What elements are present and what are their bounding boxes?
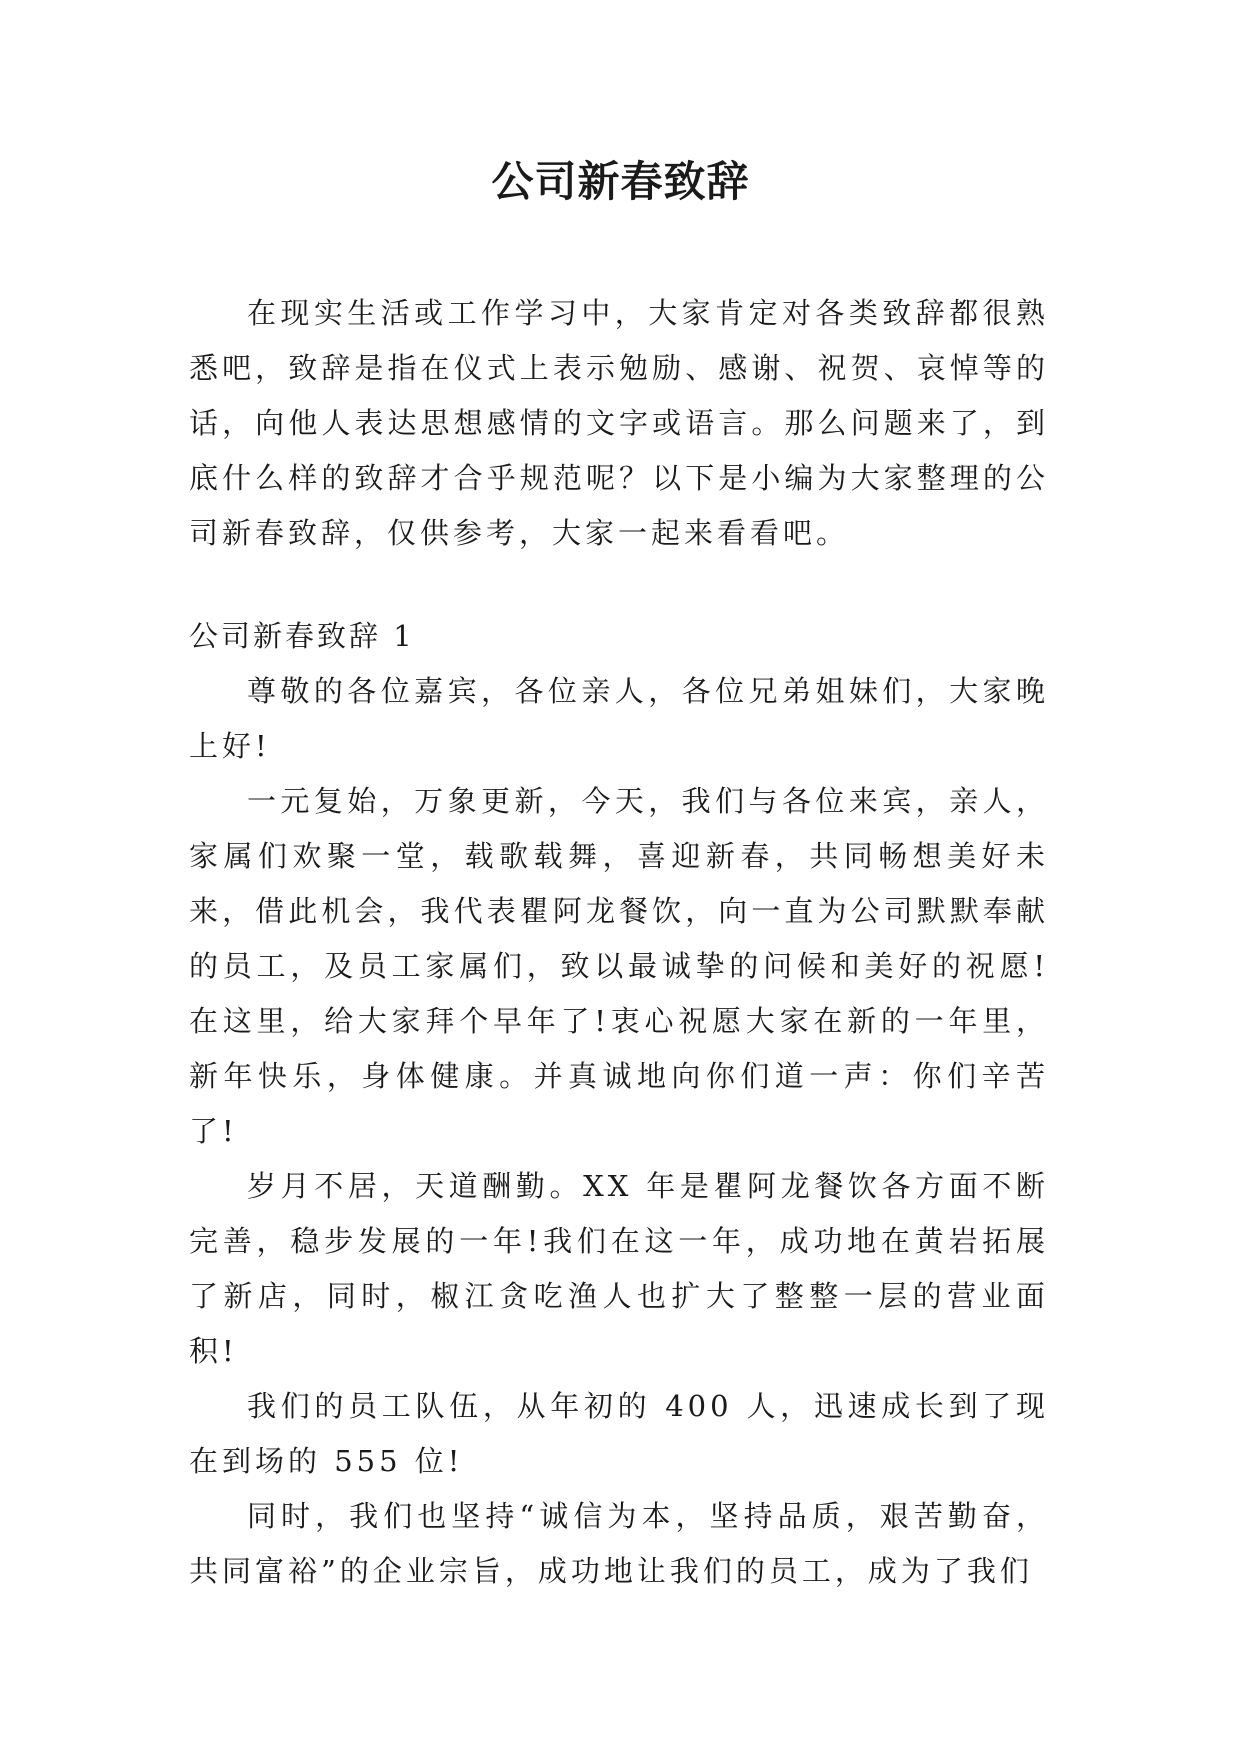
body-paragraph: 我们的员工队伍，从年初的 400 人，迅速成长到了现在到场的 555 位! bbox=[189, 1389, 1049, 1478]
body-paragraph: 同时，我们也坚持“诚信为本，坚持品质，艰苦勤奋，共同富裕”的企业宗旨，成功地让我们的员工，成为了我们 bbox=[189, 1499, 1049, 1588]
section-heading: 公司新春致辞 1 bbox=[189, 619, 415, 653]
document-title: 公司新春致辞 bbox=[491, 157, 750, 206]
intro-paragraph: 在现实生活或工作学习中，大家肯定对各类致辞都很熟悉吧，致辞是指在仪式上表示勉励、感谢、祝贺、哀悼等的话，向他人表达思想感情的文字或语言。那么问题来了，到底什么样的致辞才合乎规范呢？以下是小编为大家整理的公司新春致辞，仅供参考，大家一起来看看吧。 bbox=[189, 296, 1049, 550]
document-body bbox=[189, 286, 1049, 1599]
body-paragraph: 尊敬的各位嘉宾，各位亲人，各位兄弟姐妹们，大家晚上好! bbox=[189, 674, 1049, 763]
body-paragraph: 一元复始，万象更新，今天，我们与各位来宾，亲人，家属们欢聚一堂，载歌载舞，喜迎新春，共同畅想美好未来，借此机会，我代表瞿阿龙餐饮，向一直为公司默默奉献的员工，及员工家属们，致以最诚挚的问候和美好的祝愿!在这里，给大家拜个早年了!衷心祝愿大家在新的一年里，新年快乐，身体健康。并真诚地向你们道一声：你们辛苦了! bbox=[189, 784, 1049, 1148]
body-paragraph: 岁月不居，天道酬勤。XX 年是瞿阿龙餐饮各方面不断完善，稳步发展的一年!我们在这一年，成功地在黄岩拓展了新店，同时，椒江贪吃渔人也扩大了整整一层的营业面积! bbox=[189, 1169, 1049, 1368]
